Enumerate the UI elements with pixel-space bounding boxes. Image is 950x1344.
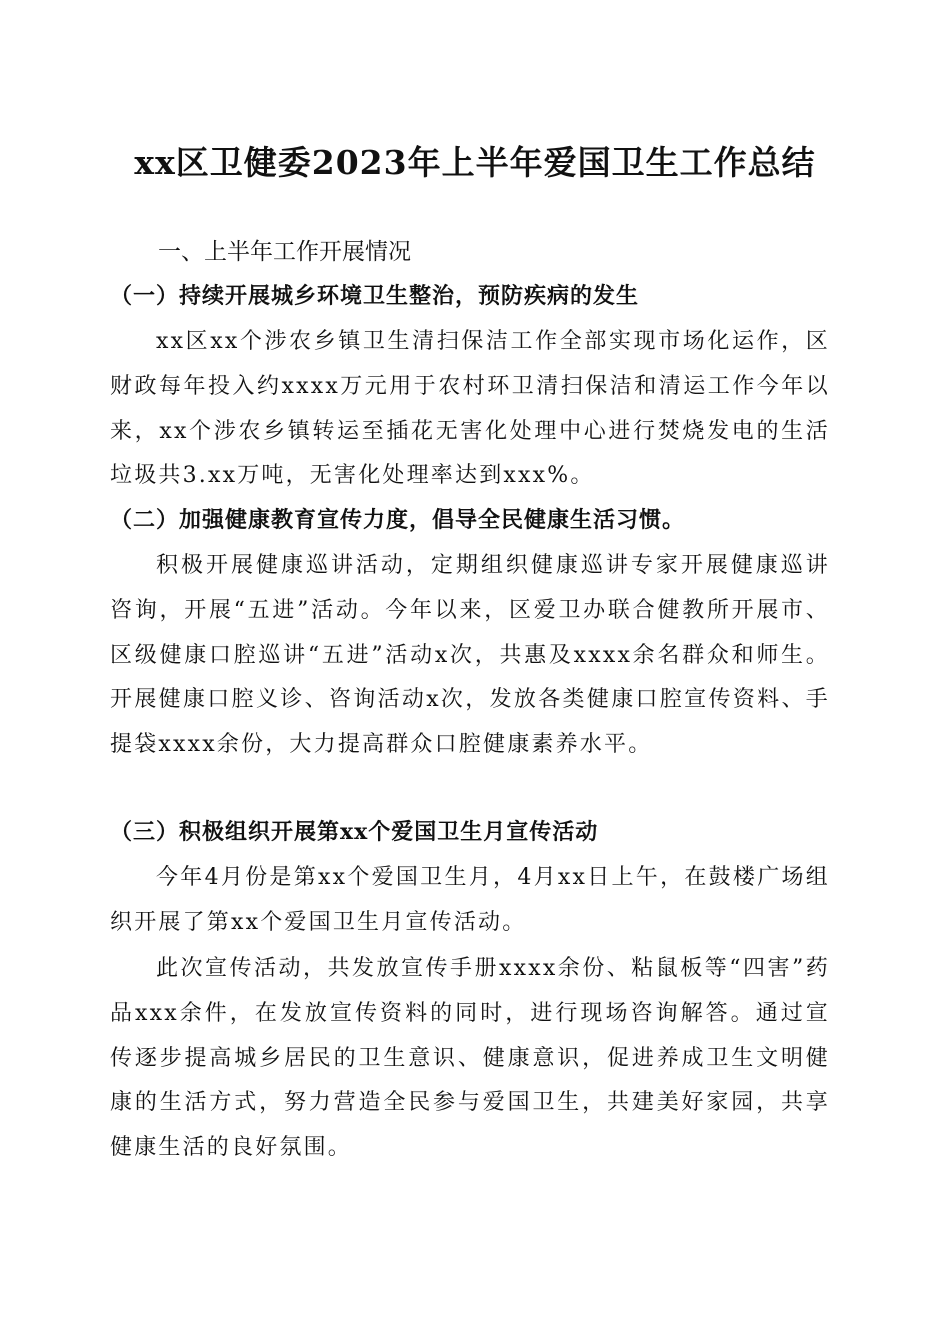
paragraph-2: 积极开展健康巡讲活动，定期组织健康巡讲专家开展健康巡讲咨询，开展“五进”活动。今年以来，区爱卫办联合健教所开展市、区级健康口腔巡讲“五进”活动x次，共惠及xxxx余名群众和师生。开展健康口腔义诊、咨询活动x次，发放各类健康口腔宣传资料、手提袋xxxx余份，大力提高群众口腔健康素养水平。 [110, 553, 830, 758]
subsection-heading-1: （一）持续开展城乡环境卫生整治，预防疾病的发生 [110, 283, 640, 309]
document-title: xx区卫健委2023年上半年爱国卫生工作总结 [134, 143, 816, 182]
subsection-heading-2: （二）加强健康教育宣传力度，倡导全民健康生活习惯。 [110, 507, 686, 533]
paragraph-4: 此次宣传活动，共发放宣传手册xxxx余份、粘鼠板等“四害”药品xxx余件，在发放宣传资料的同时，进行现场咨询解答。通过宣传逐步提高城乡居民的卫生意识、健康意识，促进养成卫生文明健康的生活方式，努力营造全民参与爱国卫生，共建美好家园，共享健康生活的良好氛围。 [110, 956, 830, 1161]
section-heading-1: 一、上半年工作开展情况 [158, 239, 411, 265]
paragraph-1: xx区xx个涉农乡镇卫生清扫保洁工作全部实现市场化运作，区财政每年投入约xxxx万元用于农村环卫清扫保洁和清运工作今年以来，xx个涉农乡镇转运至插花无害化处理中心进行焚烧发电的生活垃圾共3.xx万吨，无害化处理率达到xxx%。 [110, 329, 830, 489]
paragraph-3: 今年4月份是第xx个爱国卫生月，4月xx日上午，在鼓楼广场组织开展了第xx个爱国卫生月宣传活动。 [110, 865, 830, 935]
subsection-heading-3: （三）积极组织开展第xx个爱国卫生月宣传活动 [110, 819, 599, 845]
